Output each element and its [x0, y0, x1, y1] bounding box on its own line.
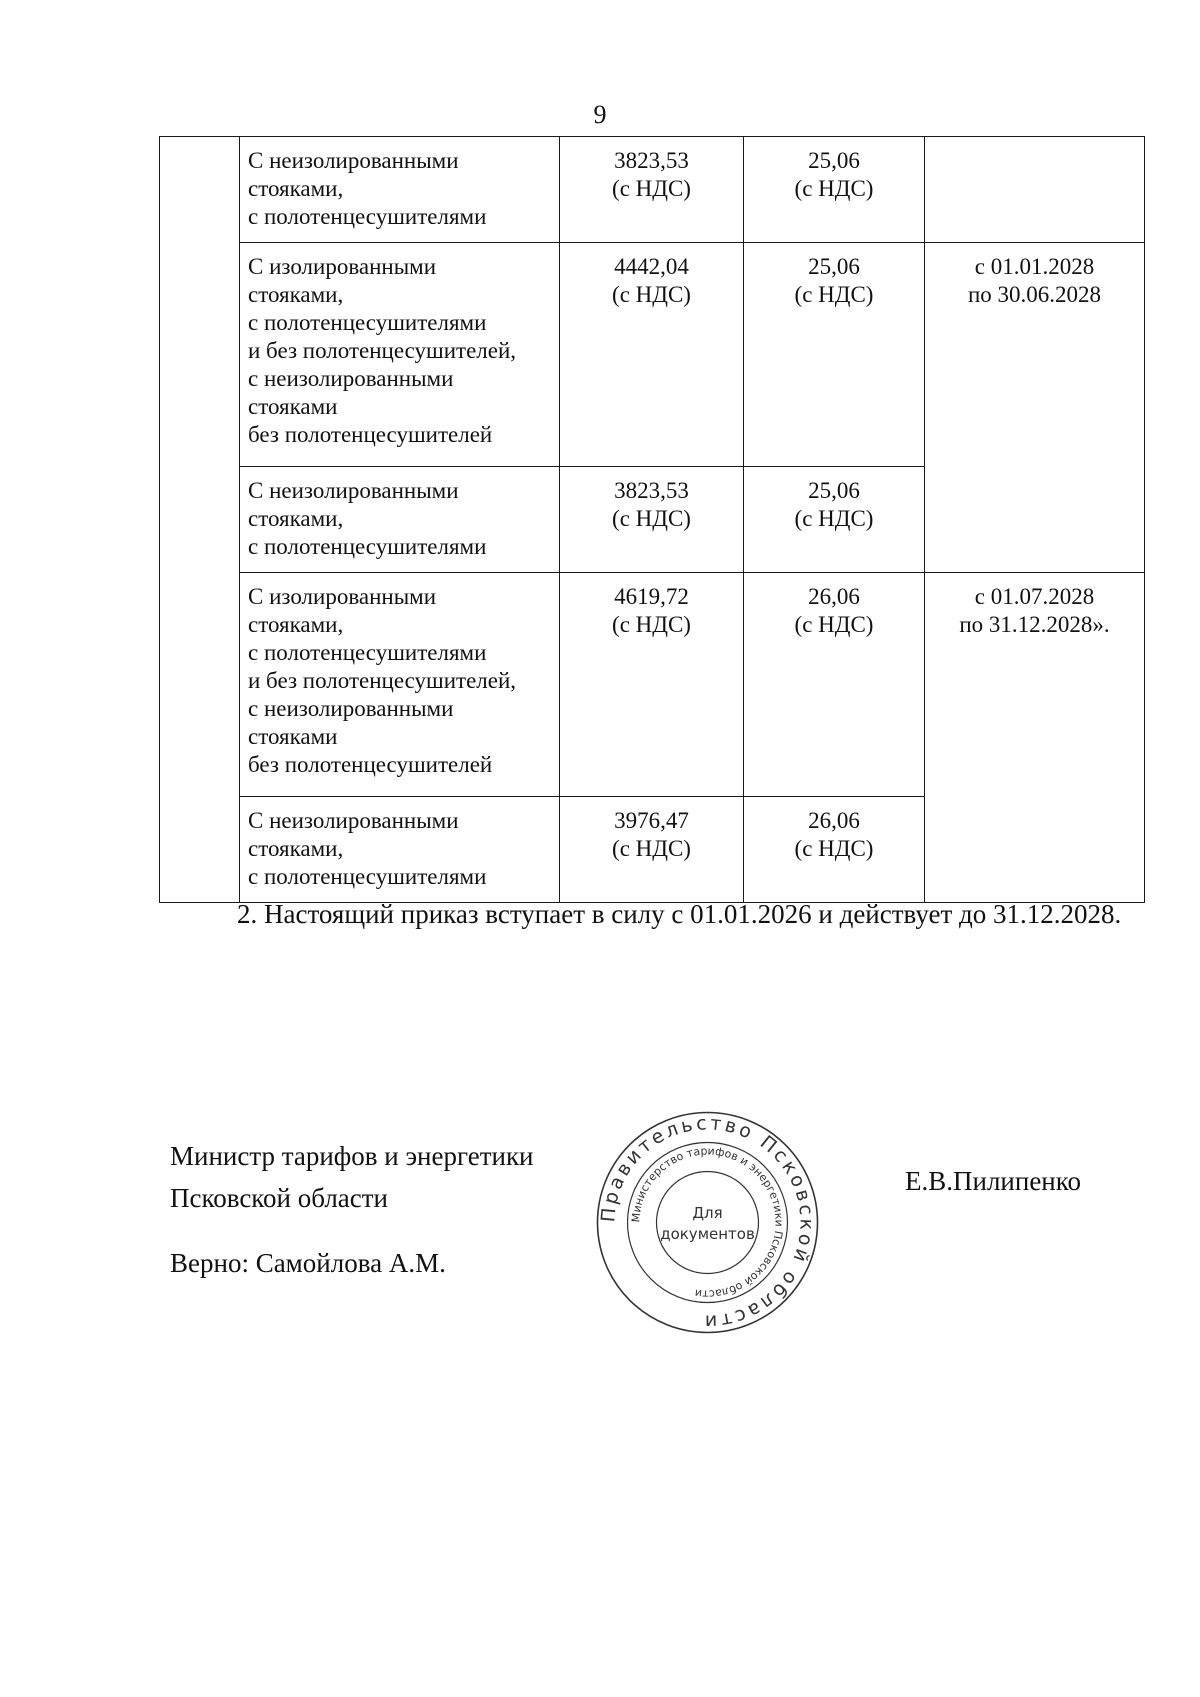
empty-cell	[160, 137, 240, 903]
price-cell	[560, 797, 744, 903]
period-to: по 31.12.2028».	[959, 612, 1110, 637]
price-value: 3976,47	[614, 808, 689, 833]
table-row	[160, 243, 1145, 467]
signatory-name: Е.В.Пилипенко	[905, 1166, 1082, 1196]
description-line: С изолированными	[248, 584, 437, 609]
description-line: и без полотенцесушителей,	[248, 668, 517, 693]
description-line: стояками,	[248, 282, 344, 307]
norm-cell	[744, 137, 925, 243]
official-stamp	[595, 1110, 820, 1335]
description-line: С неизолированными	[248, 148, 459, 173]
table-row	[160, 573, 1145, 797]
description-line: с неизолированными	[248, 366, 454, 391]
vat-note: (с НДС)	[612, 836, 691, 861]
description-line: без полотенцесушителей	[248, 422, 493, 447]
table-row	[160, 137, 1145, 243]
norm-value: 25,06	[808, 148, 860, 173]
stamp-outer-text: Правительство Псковской области	[597, 1112, 818, 1333]
vat-note: (с НДС)	[794, 612, 874, 637]
description-line: С неизолированными	[248, 478, 459, 503]
description-line: с полотенцесушителями	[248, 534, 487, 559]
stamp-inner-text: Министерство тарифов и энергетики Псковской области	[629, 1144, 786, 1301]
period-cell-empty	[925, 137, 1145, 243]
stamp-center-line: Для	[692, 1204, 723, 1222]
description-cell	[240, 573, 560, 797]
vat-note: (с НДС)	[794, 282, 874, 307]
norm-value: 26,06	[808, 584, 860, 609]
vat-note: (с НДС)	[794, 176, 874, 201]
price-cell	[560, 467, 744, 573]
price-value: 4442,04	[614, 254, 689, 279]
period-from: с 01.07.2028	[974, 584, 1095, 609]
vat-note: (с НДС)	[794, 836, 874, 861]
vat-note: (с НДС)	[612, 176, 691, 201]
tariff-table	[159, 136, 1145, 903]
norm-cell	[744, 573, 925, 797]
position-line: Министр тарифов и энергетики	[170, 1141, 534, 1171]
price-value: 4619,72	[614, 584, 689, 609]
norm-cell	[744, 467, 925, 573]
signatory-position	[170, 1135, 534, 1219]
period-cell	[925, 573, 1145, 903]
description-line: стояками	[248, 394, 338, 419]
position-line: Псковской области	[170, 1183, 389, 1213]
description-line: и без полотенцесушителей,	[248, 338, 517, 363]
page-number: 9	[593, 100, 607, 129]
vat-note: (с НДС)	[612, 282, 691, 307]
price-cell	[560, 573, 744, 797]
price-cell	[560, 243, 744, 467]
norm-value: 26,06	[808, 808, 860, 833]
stamp-center-line: документов	[660, 1225, 755, 1243]
description-cell	[240, 243, 560, 467]
stamp-inner-ring	[657, 1172, 759, 1274]
description-cell	[240, 467, 560, 573]
description-line: без полотенцесушителей	[248, 752, 493, 777]
vat-note: (с НДС)	[794, 506, 874, 531]
price-value: 3823,53	[614, 478, 689, 503]
vat-note: (с НДС)	[612, 612, 691, 637]
description-line: стояками	[248, 724, 338, 749]
description-cell	[240, 797, 560, 903]
vat-note: (с НДС)	[612, 506, 691, 531]
description-line: с полотенцесушителями	[248, 204, 487, 229]
verified-by: Верно: Самойлова А.М.	[170, 1248, 446, 1278]
norm-cell	[744, 243, 925, 467]
description-line: с неизолированными	[248, 696, 454, 721]
description-line: стояками,	[248, 506, 344, 531]
period-cell	[925, 243, 1145, 573]
description-cell	[240, 137, 560, 243]
norm-cell	[744, 797, 925, 903]
description-line: стояками,	[248, 836, 344, 861]
description-line: с полотенцесушителями	[248, 310, 487, 335]
norm-value: 25,06	[808, 478, 860, 503]
period-to: по 30.06.2028	[967, 282, 1102, 307]
clause-2-paragraph: 2. Настоящий приказ вступает в силу с 01.01.2026 и действует до 31.12.2028.	[237, 899, 1122, 929]
stamp-mid-ring	[628, 1143, 788, 1303]
period-from: с 01.01.2028	[974, 254, 1095, 279]
description-line: С изолированными	[248, 254, 437, 279]
description-line: с полотенцесушителями	[248, 640, 487, 665]
price-value: 3823,53	[614, 148, 689, 173]
price-cell	[560, 137, 744, 243]
description-line: стояками,	[248, 612, 344, 637]
description-line: С неизолированными	[248, 808, 459, 833]
description-line: стояками,	[248, 176, 344, 201]
description-line: с полотенцесушителями	[248, 864, 487, 889]
norm-value: 25,06	[808, 254, 860, 279]
